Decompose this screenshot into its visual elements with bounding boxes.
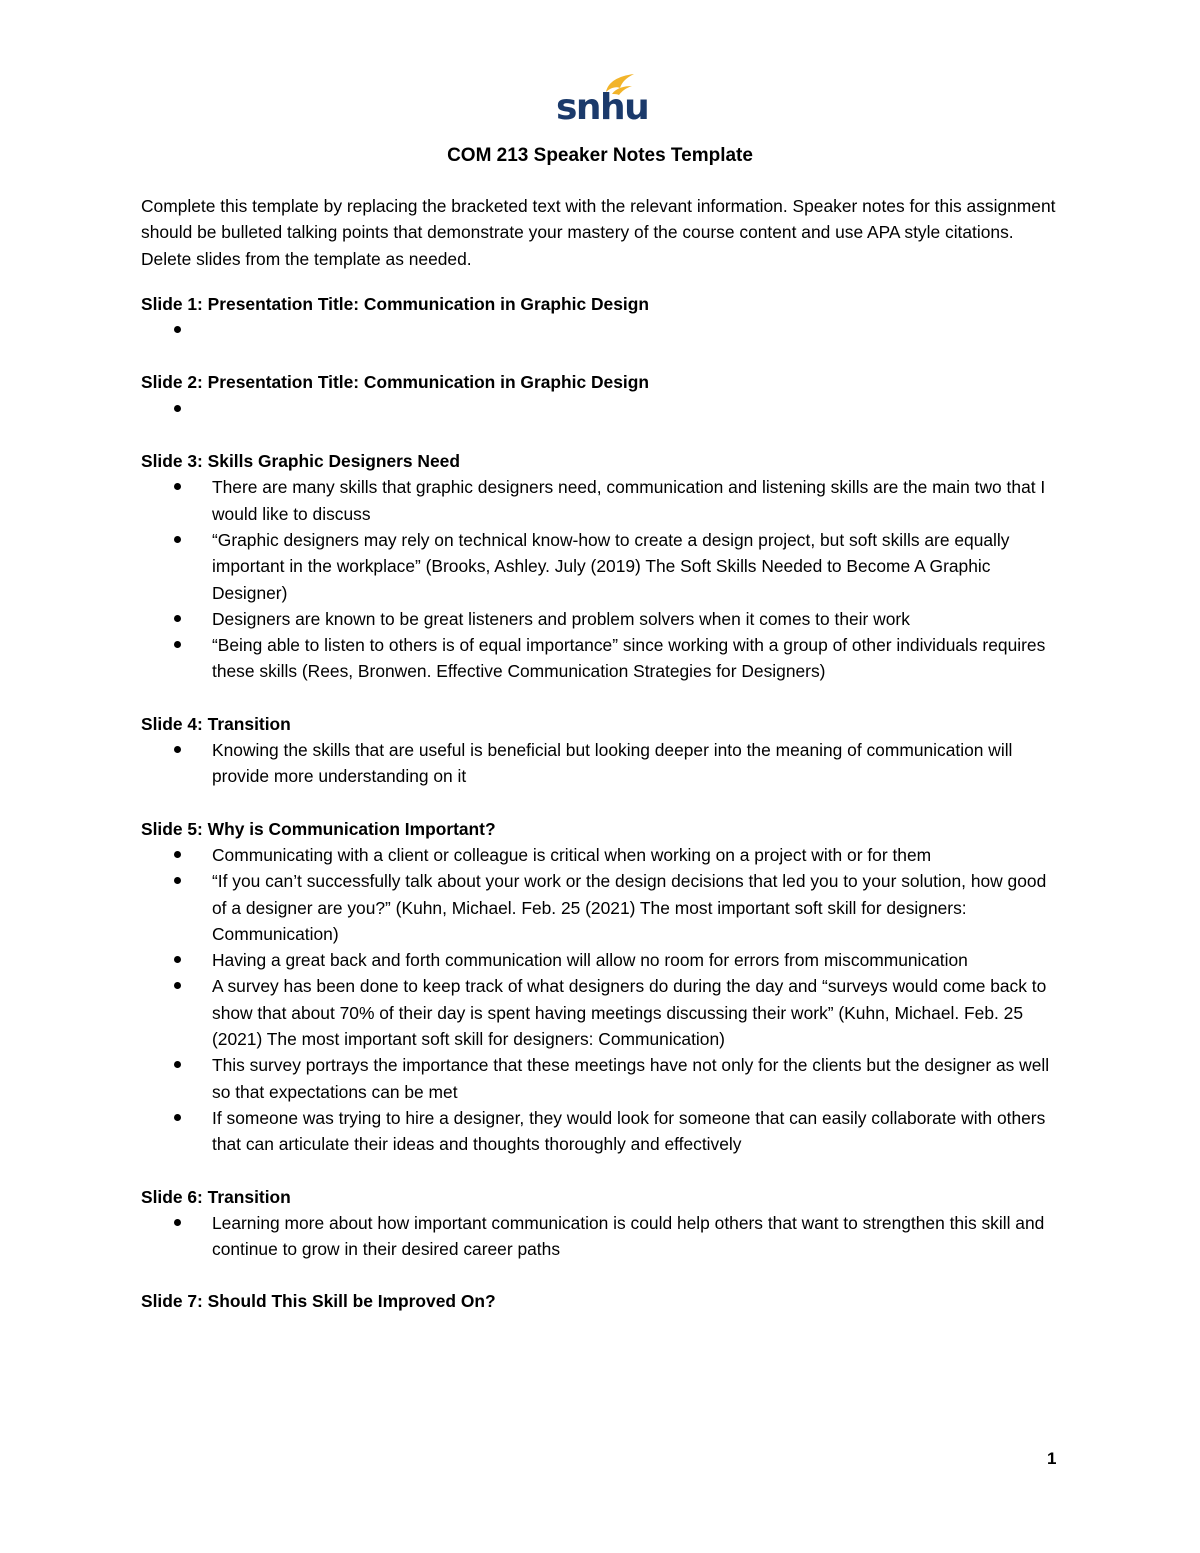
bullet-item: [141, 1105, 1061, 1158]
bullet-list: [141, 396, 1061, 422]
page-number: 1: [1047, 1449, 1057, 1468]
bullet-text: Knowing the skills that are useful is beneficial but looking deeper into the meaning of communication will provide more understanding on it: [212, 740, 1013, 787]
bullet-icon: [174, 536, 181, 543]
document-body: [141, 193, 1061, 1341]
bullet-item: [141, 842, 1061, 868]
bullet-item: [141, 973, 1061, 1052]
bullet-list: [141, 842, 1061, 1158]
slide-heading: Slide 1: Presentation Title: Communication in Graphic Design: [141, 293, 649, 314]
slides-list: [141, 291, 1061, 1315]
bullet-text: “If you can’t successfully talk about your work or the design decisions that led you to your solution, how good of a designer are you?” (Kuhn, Michael. Feb. 25 (2021) The most important soft skill for designers: Communication): [212, 871, 1047, 944]
slide-section: [141, 369, 1061, 422]
bullet-text: If someone was trying to hire a designer, they would look for someone that can easily collaborate with others that can articulate their ideas and thoughts thoroughly and effectively: [212, 1107, 1046, 1155]
slide-section: [141, 1184, 1061, 1263]
bullet-icon: [174, 326, 181, 333]
bullet-icon: [174, 483, 181, 490]
bullet-icon: [174, 746, 181, 753]
bullet-item: [141, 606, 1061, 632]
bullet-text: There are many skills that graphic designers need, communication and listening skills are the main two that I would like to discuss: [212, 477, 1046, 524]
bullet-item: [141, 396, 1061, 422]
bullet-icon: [174, 641, 181, 648]
bullet-list: [141, 317, 1061, 343]
bullet-list: [141, 474, 1061, 684]
bullet-item: [141, 632, 1061, 685]
bullet-text: A survey has been done to keep track of what designers do during the day and “surveys would come back to show that about 70% of their day is spent having meetings discussing their work” (Kuhn, Michael. Feb. 25 (2021) The most important soft skill for designers: Communication): [212, 976, 1047, 1050]
bullet-icon: [174, 405, 181, 412]
slide-heading: Slide 4: Transition: [141, 713, 291, 734]
bullet-item: [141, 1210, 1061, 1263]
bullet-icon: [174, 956, 181, 963]
bullet-list: [141, 737, 1061, 790]
slide-heading: Slide 6: Transition: [141, 1186, 291, 1207]
slide-heading: Slide 2: Presentation Title: Communication in Graphic Design: [141, 372, 649, 393]
bullet-icon: [174, 1114, 181, 1121]
bullet-text: Communicating with a client or colleague is critical when working on a project with or for them: [212, 844, 932, 865]
bullet-item: [141, 317, 1061, 343]
bullet-item: [141, 474, 1061, 527]
bullet-text: Learning more about how important communication is could help others that want to strengthen this skill and continue to grow in their desired career paths: [212, 1212, 1045, 1260]
bullet-item: [141, 737, 1061, 790]
bullet-item: [141, 1052, 1061, 1105]
bullet-text: Designers are known to be great listeners and problem solvers when it comes to their work: [212, 608, 910, 629]
bullet-icon: [174, 851, 181, 858]
slide-section: [141, 1288, 1061, 1314]
slide-section: [141, 816, 1061, 1158]
snhu-logo: [556, 72, 649, 132]
bullet-icon: [174, 1061, 181, 1068]
bullet-item: [141, 947, 1061, 973]
bullet-text: “Graphic designers may rely on technical know-how to create a design project, but soft skills are equally important in the workplace” (Brooks, Ashley. July (2019) The Soft Skills Needed to Become A Graphic Designer): [212, 529, 1010, 603]
bullet-list: [141, 1210, 1061, 1263]
bullet-item: [141, 868, 1061, 947]
bullet-item: [141, 527, 1061, 606]
bullet-icon: [174, 982, 181, 989]
bullet-text: “Being able to listen to others is of equal importance” since working with a group of other individuals requires these skills (Rees, Bronwen. Effective Communication Strategies for Designers): [212, 635, 1046, 682]
bullet-icon: [174, 615, 181, 622]
logo-wordmark: snhu: [556, 87, 649, 128]
slide-section: [141, 711, 1061, 790]
slide-heading: Slide 5: Why is Communication Important?: [141, 818, 496, 839]
intro-paragraph: Complete this template by replacing the bracketed text with the relevant information. Speaker notes for this assignment should be bulleted talking points that demonstrate your mastery of the course content and use APA style citations. Delete slides from the template as needed.: [141, 196, 1056, 269]
document-title: COM 213 Speaker Notes Template: [447, 145, 753, 166]
slide-section: [141, 291, 1061, 344]
bullet-text: This survey portrays the importance that these meetings have not only for the clients but the designer as well so that expectations can be met: [212, 1055, 1050, 1102]
slide-heading: Slide 7: Should This Skill be Improved On?: [141, 1291, 496, 1312]
bullet-text: Having a great back and forth communication will allow no room for errors from miscommunication: [212, 950, 968, 971]
bullet-icon: [174, 877, 181, 884]
bullet-icon: [174, 1219, 181, 1226]
slide-section: [141, 448, 1061, 685]
slide-heading: Slide 3: Skills Graphic Designers Need: [141, 451, 460, 472]
